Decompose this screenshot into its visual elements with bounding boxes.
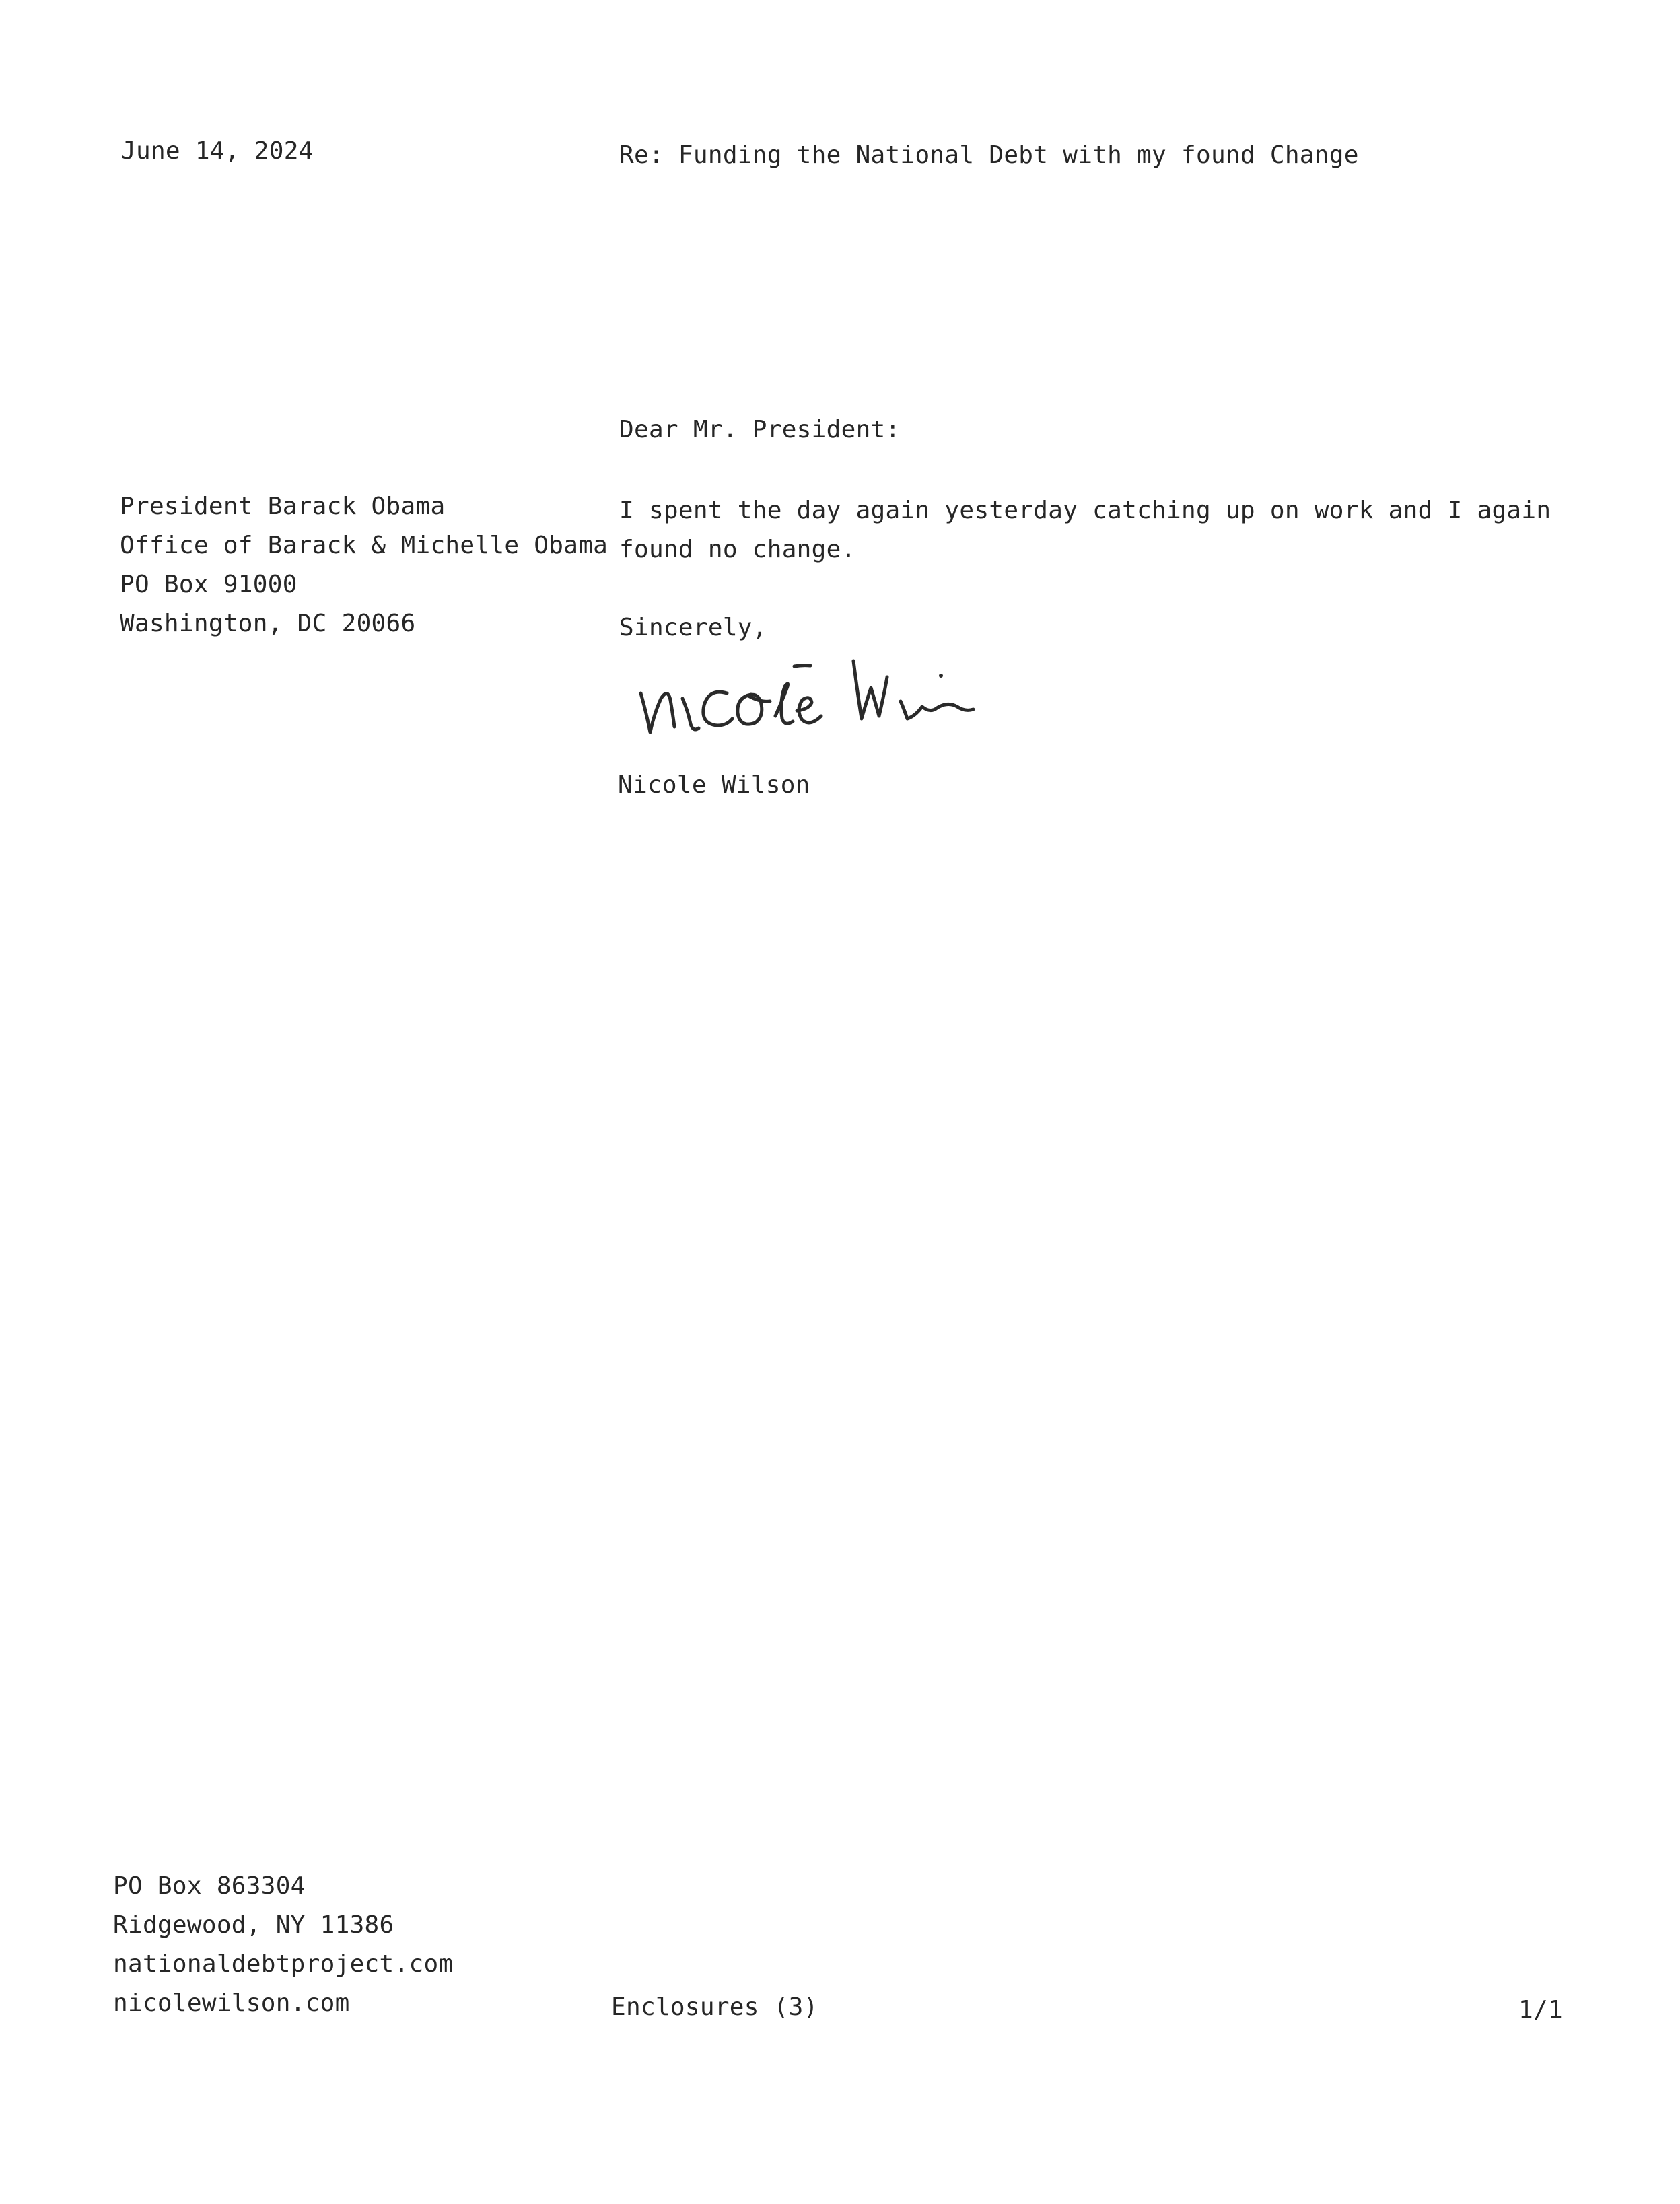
handwritten-signature [626, 646, 976, 754]
closing: Sincerely, [619, 614, 767, 641]
body-line: found no change. [619, 536, 856, 563]
signer-name: Nicole Wilson [618, 771, 810, 799]
sender-link[interactable]: nationaldebtproject.com [113, 1950, 454, 1978]
letter-date: June 14, 2024 [121, 137, 314, 165]
recipient-line: President Barack Obama [120, 493, 446, 520]
body-line: I spent the day again yesterday catching up on work and I again [619, 497, 1551, 524]
sender-line: PO Box 863304 [113, 1872, 306, 1900]
sender-link[interactable]: nicolewilson.com [113, 1989, 350, 2017]
sender-line: Ridgewood, NY 11386 [113, 1911, 394, 1939]
recipient-address [120, 487, 608, 643]
sender-address [113, 1867, 453, 2023]
recipient-line: Washington, DC 20066 [120, 610, 416, 637]
letter-body [619, 491, 1551, 569]
recipient-line: Office of Barack & Michelle Obama [120, 532, 608, 559]
page-number: 1/1 [1518, 1996, 1563, 2024]
salutation: Dear Mr. President: [619, 416, 901, 443]
recipient-line: PO Box 91000 [120, 571, 298, 598]
letter-subject: Re: Funding the National Debt with my found Change [619, 141, 1359, 169]
enclosures-note: Enclosures (3) [611, 1993, 818, 2021]
